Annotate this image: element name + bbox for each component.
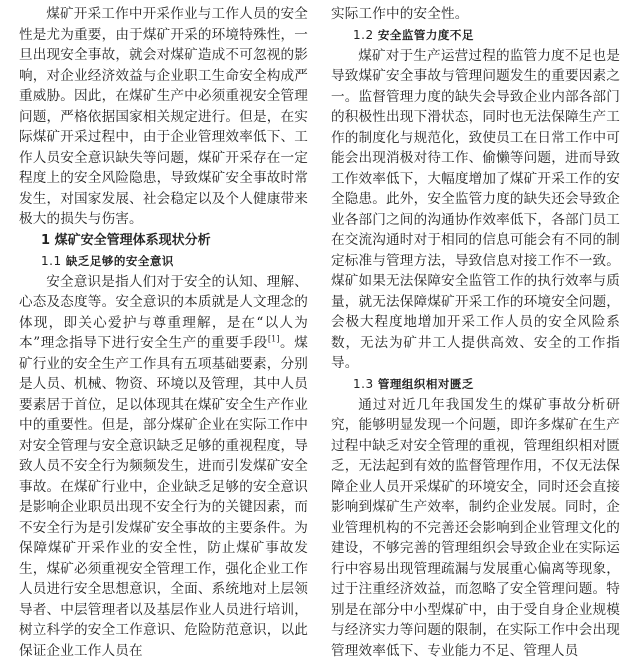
subsection-1-1-heading (19, 251, 308, 272)
safety-awareness-paragraph (19, 272, 308, 661)
section-1-heading: 1 煤矿安全管理体系现状分析 (19, 230, 308, 251)
subsection-1-2-title: 安全监管力度不足 (378, 28, 474, 42)
subsection-1-3-title: 管理组织相对匮乏 (378, 377, 474, 391)
citation-ref[interactable]: [1] (268, 334, 280, 343)
left-column (19, 4, 308, 661)
subsection-1-2-heading (331, 25, 620, 46)
subsection-1-1-number: 1.1 (41, 254, 62, 268)
right-column (331, 4, 620, 661)
paragraph-text: 。煤矿行业的安全生产工作具有五项基础要素，分别是人员、机械、物资、环境以及管理，其中人员要素居于首位，足以体现其在煤矿安全生产作业中的重要性。但是，部分煤矿企业在实际工作中对安全管理与安全意识缺乏足够的重视程度，导致人员不安全行为频频发生，进而引发煤矿安全事故。在煤矿行业中，企业缺乏足够的安全意识是影响企业职员出现不安全行为的关键因素，而不安全行为是引发煤矿安全事故的主要条件。为保障煤矿开采作业的安全性，防止煤矿事故发生，煤矿必须重视安全管理工作，强化企业工作人员进行安全思想意识，全面、系统地对上层领导者、中层管理者以及基层作业人员进行培训，树立科学的安全工作意识、危险防范意识，以此保证企业工作人员在 (19, 335, 308, 659)
subsection-1-3-heading (331, 374, 620, 395)
intro-paragraph: 煤矿开采工作中开采作业与工作人员的安全性是尤为重要，由于煤矿开采的环境特殊性，一旦出现安全事故，就会对煤矿造成不可忽视的影响，对企业经济效益与企业职工生命安全构成严重威胁。因此，在煤矿生产中必须重视安全管理问题，严格依据国家相关规定进行。但是，在实际煤矿开采过程中，由于企业管理效率低下、工作人员安全意识缺失等问题，煤矿开采存在一定程度上的安全风险隐患，导致煤矿安全事故时常发生，对国家发展、社会稳定以及个人健康带来极大的损失与伤害。 (19, 4, 308, 230)
subsection-1-2-number: 1.2 (353, 28, 374, 42)
subsection-1-1-title: 缺乏足够的安全意识 (66, 254, 174, 268)
organization-paragraph: 通过对近几年我国发生的煤矿事故分析研究，能够明显发现一个问题，即许多煤矿在生产过程中缺乏对安全管理的重视，管理组织相对匮乏，无法起到有效的监督管理作用，不仅无法保障企业人员开采煤矿的环境安全，同时还会直接影响到煤矿生产效率，制约企业发展。同时，企业管理机构的不完善还会影响到企业管理文化的建设，不够完善的管理组织会导致企业在实际运行中容易出现管理疏漏与发展重心偏离等现象，过于注重经济效益，而忽略了安全管理问题。特别是在部分中小型煤矿中，由于受自身企业规模与经济实力等问题的限制，在实际工作中会出现管理效率低下、专业能力不足、管理人员 (331, 395, 620, 661)
continued-paragraph: 实际工作中的安全性。 (331, 4, 620, 25)
paragraph-text: 安全意识是指人们对于安全的认知、理解、心态及态度等。安全意识的本质就是人文理念的体现，即关心爱护与尊重理解，是在“以人为本”理念指导下进行安全生产的重要手段 (19, 274, 308, 352)
subsection-1-3-number: 1.3 (353, 377, 374, 391)
supervision-paragraph: 煤矿对于生产运营过程的监管力度不足也是导致煤矿安全事故与管理问题发生的重要因素之一。监督管理力度的缺失会导致企业内部各部门的积极性出现下滑状态，同时也无法保障生产工作的制度化与规范化，致使员工在日常工作中可能会出现消极对待工作、偷懒等问题，进而导致工作效率低下，大幅度增加了煤矿开采工作的安全隐患。此外，安全监管力度的缺失还会导致企业各部门之间的沟通协作效率低下，各部门员工在交流沟通时对于相同的信息可能会有不同的制定标准与管理方法，导致信息对接工作不一致。煤矿如果无法保障安全监管工作的执行效率与质量，就无法保障煤矿开采工作的环境安全问题，会极大程度地增加开采工作人员的安全风险系数，无法为矿井工人提供高效、安全的工作指导。 (331, 46, 620, 374)
